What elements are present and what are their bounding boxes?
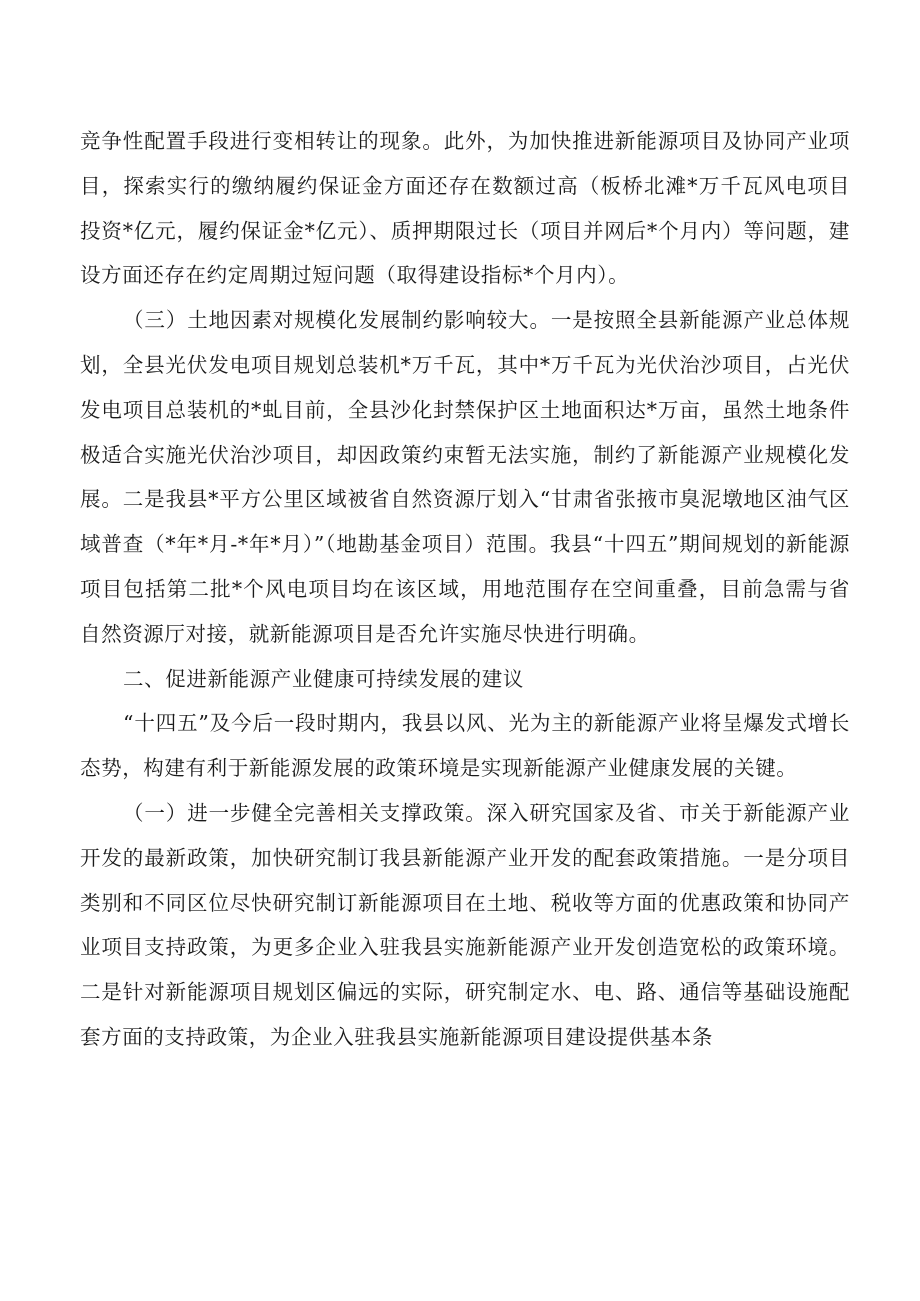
paragraph-support-policies: （一）进一步健全完善相关支撑政策。深入研究国家及省、市关于新能源产业开发的最新政策，加快研究制订我县新能源产业开发的配套政策措施。一是分项目类别和不同区位尽快研究制订新能源项目在土地、税收等方面的优惠政策和协同产业项目支持政策，为更多企业入驻我县实施新能源产业开发创造宽松的政策环境。二是针对新能源项目规划区偏远的实际，研究制定水、电、路、通信等基础设施配套方面的支持政策，为企业入驻我县实施新能源项目建设提供基本条 xyxy=(80,800,850,1049)
paragraph-intro-suggestions: “十四五”及今后一段时期内，我县以风、光为主的新能源产业将呈爆发式增长态势，构建有利于新能源发展的政策环境是实现新能源产业健康发展的关键。 xyxy=(80,711,850,781)
section-heading-suggestions: 二、促进新能源产业健康可持续发展的建议 xyxy=(123,666,524,691)
document-body xyxy=(80,119,850,1060)
paragraph-land-factors: （三）土地因素对规模化发展制约影响较大。一是按照全县新能源产业总体规划，全县光伏发电项目规划总装机*万千瓦，其中*万千瓦为光伏治沙项目，占光伏发电项目总装机的*虬目前，全县沙化封禁保护区土地面积达*万亩，虽然土地条件极适合实施光伏治沙项目，却因政策约束暂无法实施，制约了新能源产业规模化发展。二是我县*平方公里区域被省自然资源厅划入“甘肃省张掖市臭泥墩地区油气区域普查（*年*月-*年*月）”（地勘基金项目）范围。我县“十四五”期间规划的新能源项目包括第二批*个风电项目均在该区域，用地范围存在空间重叠，目前急需与省自然资源厅对接，就新能源项目是否允许实施尽快进行明确。 xyxy=(80,308,850,646)
paragraph-continuation: 竞争性配置手段进行变相转让的现象。此外，为加快推进新能源项目及协同产业项目，探索实行的缴纳履约保证金方面还存在数额过高（板桥北滩*万千瓦风电项目投资*亿元，履约保证金*亿元）、质押期限过长（项目并网后*个月内）等问题，建设方面还存在约定周期过短问题（取得建设指标*个月内）。 xyxy=(80,129,850,288)
